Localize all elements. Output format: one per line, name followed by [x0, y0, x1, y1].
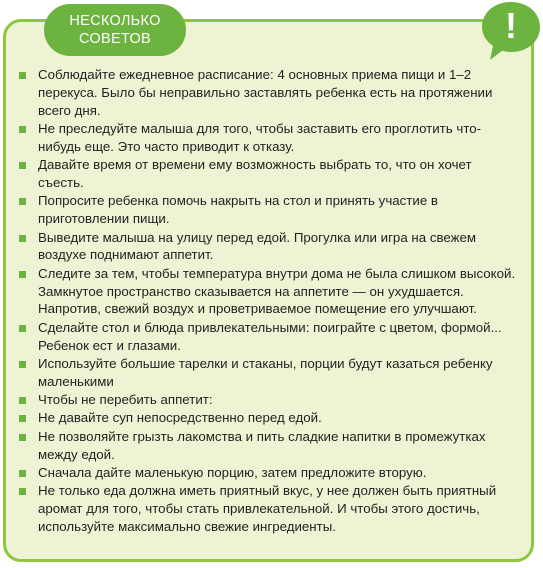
square-bullet-icon — [19, 325, 26, 332]
tip-text: Не только еда должна иметь приятный вкус, у нее должен быть приятный аромат для того, чтобы стать привлекательной. И чтобы этого достичь, используйте максимально свежие ингредиенты. — [38, 483, 497, 535]
list-item — [10, 319, 520, 355]
tip-text: Используйте большие тарелки и стаканы, порции будут казаться ребенку маленькими — [38, 355, 493, 389]
square-bullet-icon — [19, 415, 26, 422]
square-bullet-icon — [19, 488, 26, 495]
tip-text: Не позволяйте грызть лакомства и пить сладкие напитки в промежутках между едой. — [38, 428, 486, 462]
square-bullet-icon — [19, 271, 26, 278]
square-bullet-icon — [19, 72, 26, 79]
tip-text: Соблюдайте ежедневное расписание: 4 основных приема пищи и 1–2 перекуса. Было бы неправильно заставлять ребенка есть на протяжении всего дня. — [38, 67, 493, 118]
square-bullet-icon — [19, 470, 26, 477]
tips-title-line2: СОВЕТОВ — [78, 31, 152, 47]
list-item — [10, 120, 520, 156]
exclamation-mark: ! — [505, 5, 517, 46]
tip-text: Давайте время от времени ему возможность выбрать то, что он хочет съесть. — [38, 157, 472, 190]
tips-title-badge — [44, 4, 186, 56]
list-item — [10, 409, 520, 427]
tips-title-line1: НЕСКОЛЬКО — [69, 13, 161, 29]
list-item — [10, 156, 520, 192]
list-item — [10, 355, 520, 391]
square-bullet-icon — [19, 361, 26, 368]
list-item — [10, 464, 520, 482]
exclamation-icon — [480, 0, 542, 62]
list-item — [10, 265, 520, 318]
tip-text: Не преследуйте малыша для того, чтобы заставить его проглотить что-нибудь еще. Это часто приводит к отказу. — [38, 120, 482, 154]
list-item — [10, 66, 520, 119]
list-item — [10, 229, 520, 265]
tip-text: Сделайте стол и блюда привлекательными: поиграйте с цветом, формой... Ребенок ест и глазами. — [38, 319, 502, 353]
square-bullet-icon — [19, 397, 26, 404]
square-bullet-icon — [19, 235, 26, 242]
tip-text: Не давайте суп непосредственно перед едой. — [38, 410, 322, 426]
tip-text: Выведите малыша на улицу перед едой. Прогулка или игра на свежем воздухе поднимают аппетит. — [38, 229, 477, 263]
square-bullet-icon — [19, 434, 26, 441]
list-item — [10, 428, 520, 464]
square-bullet-icon — [19, 198, 26, 205]
list-item — [10, 391, 520, 409]
list-item — [10, 192, 520, 228]
tips-list — [10, 66, 520, 536]
tip-text: Сначала дайте маленькую порцию, затем предложите вторую. — [38, 465, 427, 481]
tip-text: Следите за тем, чтобы температура внутри дома не была слишком высокой. Замкнутое пространство сказывается на аппетите — он ухудшается. Напротив, свежий воздух и проветриваемое помещение его улучшают. — [38, 265, 516, 317]
list-item — [10, 482, 520, 535]
tip-text: Попросите ребенка помочь накрыть на стол и принять участие в приготовлении пищи. — [38, 193, 438, 227]
square-bullet-icon — [19, 126, 26, 133]
square-bullet-icon — [19, 162, 26, 169]
tip-text: Чтобы не перебить аппетит: — [38, 392, 213, 408]
